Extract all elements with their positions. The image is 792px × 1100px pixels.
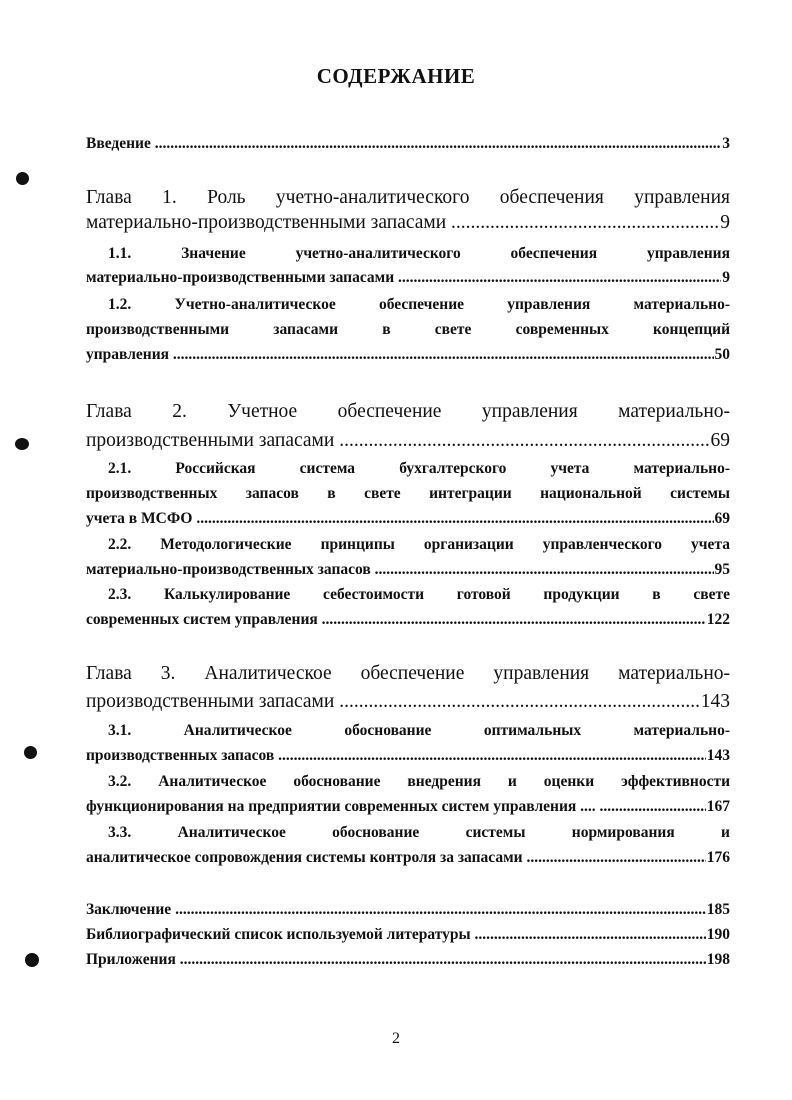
chapter-2-title-line1: Глава 2. Учетное обеспечение управления материально- xyxy=(86,401,730,422)
chapter-1-title-line2 xyxy=(86,211,730,235)
toc-intro xyxy=(86,134,730,154)
section-3-1-line1: 3.1. Аналитическое обоснование оптимальных материально- xyxy=(108,722,730,739)
section-1-2-page: 50 xyxy=(714,346,730,363)
section-2-3-line2 xyxy=(86,610,730,630)
chapter-3-title-line1: Глава 3. Аналитическое обеспечение управления материально- xyxy=(86,663,730,684)
page-title: СОДЕРЖАНИЕ xyxy=(316,64,476,88)
page-number: 2 xyxy=(392,1030,400,1047)
section-3-2-line1: 3.2. Аналитическое обоснование внедрения и оценки эффективности xyxy=(108,773,730,790)
chapter-1-title-line1: Глава 1. Роль учетно-аналитического обеспечения управления xyxy=(86,187,730,208)
section-3-2-text: функционирования на предприятии современных систем управления .... xyxy=(86,798,596,815)
section-3-1-line2 xyxy=(86,746,730,766)
toc-intro-text: Введение xyxy=(86,135,151,152)
toc-conclusion-page: 185 xyxy=(706,901,730,918)
chapter-3-page: 143 xyxy=(700,691,730,712)
section-3-1-page: 143 xyxy=(706,747,730,764)
section-2-1-line2: производственных запасов в свете интеграции национальной системы xyxy=(86,485,730,502)
toc-intro-page: 3 xyxy=(722,135,730,152)
section-1-2-line3 xyxy=(86,345,730,365)
section-2-1-line3 xyxy=(86,509,730,529)
chapter-1-page: 9 xyxy=(720,212,730,233)
scan-blot xyxy=(25,953,39,967)
section-1-1-line1: 1.1. Значение учетно-аналитического обеспечения управления xyxy=(108,245,730,262)
section-3-2-line2 xyxy=(86,797,730,817)
section-1-2-line1: 1.2. Учетно-аналитическое обеспечение управления материально- xyxy=(108,296,730,313)
section-2-2-text: материально-производственных запасов xyxy=(86,561,371,578)
section-1-1-text: материально-производственными запасами xyxy=(86,269,395,286)
section-3-3-line2 xyxy=(86,848,730,868)
section-2-1-text: учета в МСФО xyxy=(86,510,193,527)
section-2-3-line1: 2.3. Калькулирование себестоимости готовой продукции в свете xyxy=(108,586,730,603)
chapter-1-title-text: материально-производственными запасами xyxy=(86,212,447,233)
toc-bibliography-page: 190 xyxy=(706,926,730,943)
section-2-2-page: 95 xyxy=(714,561,730,578)
section-2-2-line1: 2.2. Методологические принципы организации управленческого учета xyxy=(108,536,730,553)
section-1-2-text: управления xyxy=(86,346,170,363)
scan-blot xyxy=(16,172,29,185)
section-3-1-text: производственных запасов xyxy=(86,747,275,764)
toc-appendices xyxy=(86,950,730,970)
scan-blot xyxy=(24,746,37,759)
section-2-3-page: 122 xyxy=(706,611,730,628)
section-3-3-text: аналитическое сопровождения системы контроля за запасами xyxy=(86,849,523,866)
section-3-2-page: 167 xyxy=(706,798,730,815)
toc-bibliography-text: Библиографический список используемой литературы xyxy=(86,926,471,943)
toc-conclusion-text: Заключение xyxy=(86,901,172,918)
section-3-3-line1: 3.3. Аналитическое обоснование системы нормирования и xyxy=(108,824,730,841)
chapter-2-title-line2 xyxy=(86,429,730,453)
section-2-3-text: современных систем управления xyxy=(86,611,318,628)
section-1-1-page: 9 xyxy=(722,269,730,286)
toc-appendices-text: Приложения xyxy=(86,951,176,968)
chapter-3-title-line2 xyxy=(86,690,730,714)
section-2-1-page: 69 xyxy=(714,510,730,527)
section-3-3-page: 176 xyxy=(706,849,730,866)
section-2-2-line2 xyxy=(86,560,730,580)
section-1-2-line2: производственными запасами в свете современных концепций xyxy=(86,321,730,338)
section-2-1-line1: 2.1. Российская система бухгалтерского учета материально- xyxy=(108,460,730,477)
toc-appendices-page: 198 xyxy=(706,951,730,968)
chapter-2-title-text: производственными запасами xyxy=(86,430,335,451)
toc-conclusion xyxy=(86,900,730,920)
scan-blot xyxy=(15,438,29,450)
chapter-3-title-text: производственными запасами xyxy=(86,691,335,712)
section-1-1-line2 xyxy=(86,268,730,288)
toc-bibliography xyxy=(86,925,730,945)
chapter-2-page: 69 xyxy=(710,430,730,451)
